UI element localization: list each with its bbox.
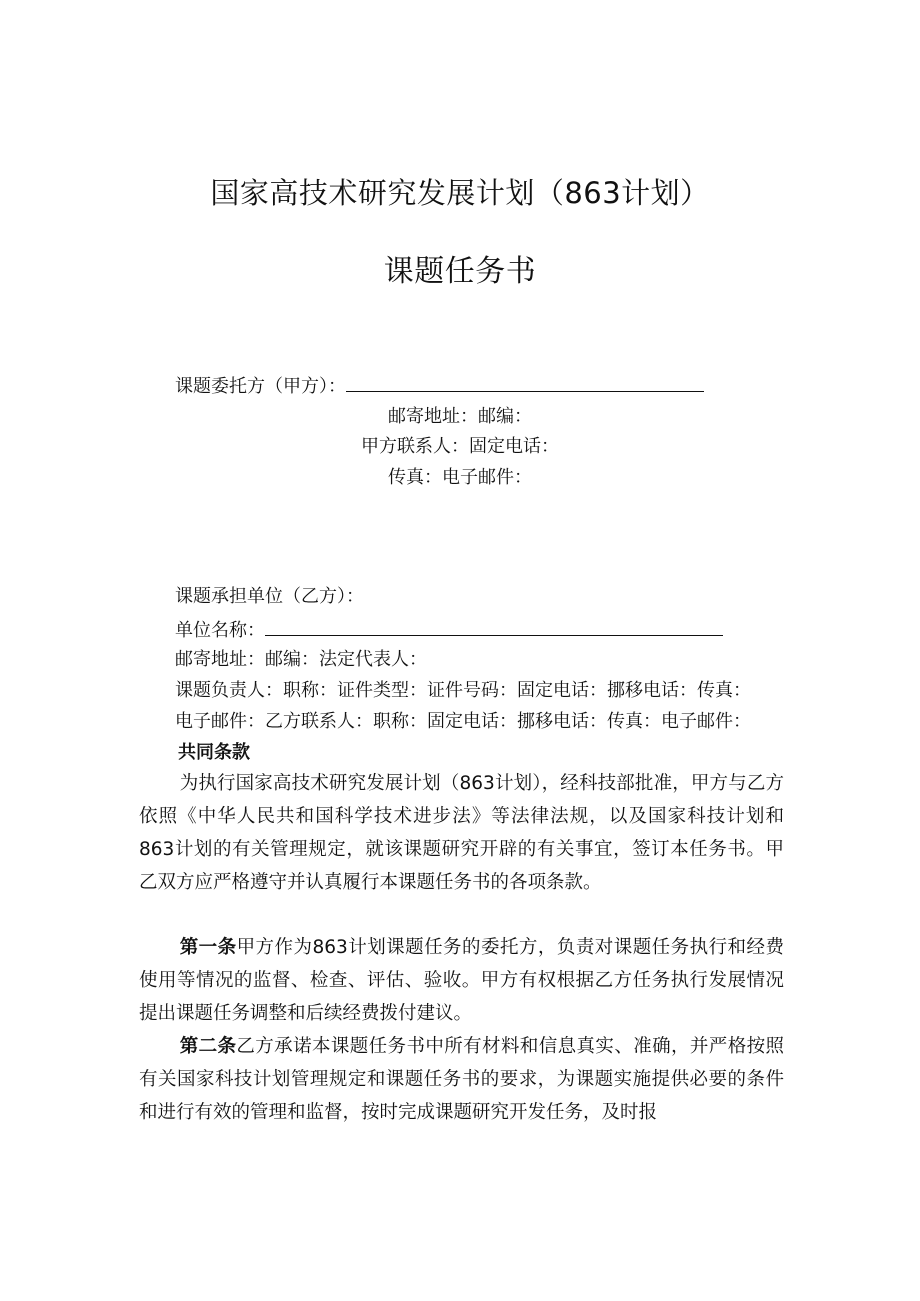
party-a-mail-line: 邮寄地址：邮编：	[388, 406, 532, 427]
party-a-contact-line: 甲方联系人：固定电话：	[361, 436, 559, 457]
unit-name-label: 单位名称：	[175, 620, 265, 641]
article-1-label: 第一条	[179, 937, 237, 958]
party-b-email-line: 电子邮件：乙方联系人：职称：固定电话：挪移电话：传真：电子邮件：	[175, 711, 751, 732]
article-1-text: 甲方作为863计划课题任务的委托方，负责对课题任务执行和经费使用等情况的监督、检查、评估、验收。甲方有权根据乙方任务执行发展情况提出课题任务调整和后续经费拨付建议。	[139, 937, 784, 1024]
client-label: 课题委托方（甲方）：	[175, 376, 346, 397]
undertaker-label: 课题承担单位（乙方）：	[175, 586, 364, 607]
article-2	[139, 1030, 784, 1129]
unit-name-row	[175, 617, 723, 643]
document-subtitle: 课题任务书	[383, 254, 537, 289]
unit-name-blank-line	[265, 617, 723, 636]
document-title: 国家高技术研究发展计划（863计划）	[210, 176, 710, 210]
article-2-text: 乙方承诺本课题任务书中所有材料和信息真实、准确，并严格按照有关国家科技计划管理规定和课题任务书的要求，为课题实施提供必要的条件和进行有效的管理和监督，按时完成课题研究开发任务，及时报	[139, 1036, 784, 1123]
client-blank-line	[346, 373, 704, 392]
client-row	[175, 373, 704, 399]
intro-paragraph: 为执行国家高技术研究发展计划（863计划），经科技部批准，甲方与乙方依照《中华人民共和国科学技术进步法》等法律法规，以及国家科技计划和863计划的有关管理规定，就该课题研究开辟的有关事宜，签订本任务书。甲乙双方应严格遵守并认真履行本课题任务书的各项条款。	[139, 773, 784, 893]
article-1	[139, 931, 784, 1030]
party-b-mail-line: 邮寄地址：邮编：法定代表人：	[175, 649, 427, 670]
party-b-leader-line: 课题负责人：职称：证件类型：证件号码：固定电话：挪移电话：传真：	[175, 680, 751, 701]
common-terms-heading: 共同条款	[178, 742, 250, 763]
party-a-fax-line: 传真：电子邮件：	[388, 467, 532, 488]
article-2-label: 第二条	[179, 1036, 237, 1057]
